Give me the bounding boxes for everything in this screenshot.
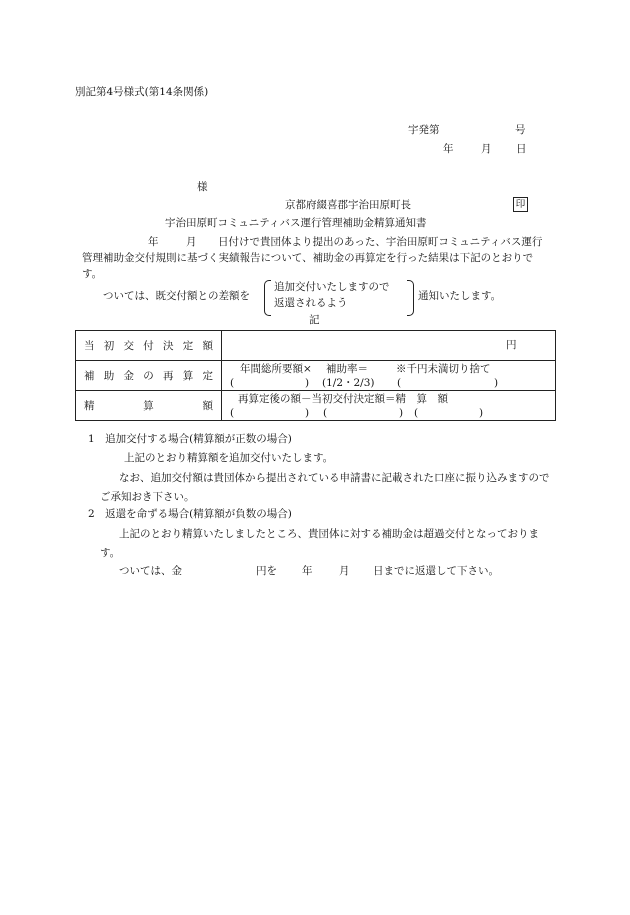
- paren-open: (: [230, 377, 235, 389]
- recalculation-label-cell: [76, 361, 222, 391]
- subsidy-rate-label: 補助率＝: [326, 363, 368, 375]
- paren-open: (: [230, 407, 235, 419]
- initial-grant-label-cell: [76, 331, 222, 361]
- seal-mark: 印: [513, 197, 528, 212]
- document-title: 宇治田原町コミュニティバス運行管理補助金精算通知書: [165, 217, 427, 229]
- paren-close: ): [305, 377, 310, 389]
- form-identifier: 別記第4号様式(第14条関係): [75, 86, 209, 98]
- recalculation-value-cell: [222, 361, 556, 391]
- refund-month: 月: [339, 565, 350, 577]
- option-refund: 返還されるよう: [274, 297, 348, 309]
- table-row: [76, 391, 556, 421]
- refund-amount-lead: ついては、金: [119, 565, 182, 577]
- doc-number-prefix: 宇発第: [408, 124, 440, 136]
- body-paragraph: 日付けで貴団体より提出のあった、宇治田原町コミュニティバス運行管理補助金交付規則に基づく実績報告について、補助金の再算定を行った結果は下記のとおりです。: [82, 236, 543, 280]
- refund-yen: 円を: [256, 565, 277, 577]
- notify-text: 通知いたします。: [418, 290, 502, 302]
- initial-grant-label: 当初交付決定額: [84, 340, 213, 352]
- settlement-value-cell: [222, 391, 556, 421]
- settlement-label: 精算額: [84, 400, 213, 412]
- issuer-name: 京都府綴喜郡宇治田原町長: [285, 199, 411, 211]
- refund-deadline-text: 日までに返還して下さい。: [373, 565, 499, 577]
- ki-heading: 記: [309, 314, 320, 326]
- paren-open: (: [323, 407, 328, 419]
- body-year: 年: [148, 236, 159, 248]
- body-month: 月: [186, 236, 197, 248]
- note-1-line-2: なお、追加交付額は貴団体から提出されている申請書に記載された口座に振り込みますのでご承知おき下さい。: [100, 472, 550, 503]
- initial-grant-value-cell: [222, 331, 556, 361]
- date-year: 年: [443, 143, 454, 155]
- refund-year: 年: [302, 565, 313, 577]
- paren-close: ): [399, 407, 404, 419]
- annual-total-cost-label: 年間総所要額×: [240, 363, 312, 375]
- settlement-formula: 再算定後の額－当初交付決定額＝精 算 額: [238, 393, 448, 405]
- doc-number-suffix: 号: [515, 124, 526, 136]
- subsidy-rate-options: (1/2・2/3): [322, 377, 375, 389]
- note-1-heading: 1 追加交付する場合(精算額が正数の場合): [88, 433, 292, 445]
- paren-close: ): [479, 407, 484, 419]
- date-day: 日: [516, 143, 527, 155]
- paren-open: (: [397, 377, 402, 389]
- addressee-suffix: 様: [197, 181, 208, 193]
- settlement-label-cell: [76, 391, 222, 421]
- paren-close: ): [494, 377, 499, 389]
- yen-unit: 円: [506, 339, 517, 351]
- paren-close: ): [305, 407, 310, 419]
- left-brace: [264, 280, 271, 316]
- settlement-table: [75, 330, 556, 421]
- date-month: 月: [481, 143, 492, 155]
- difference-lead-text: ついては、既交付額との差額を: [103, 290, 250, 302]
- note-2-heading: 2 返還を命ずる場合(精算額が負数の場合): [88, 508, 292, 520]
- rounding-note: ※千円未満切り捨て: [396, 363, 491, 375]
- paren-open: (: [414, 407, 419, 419]
- table-row: [76, 331, 556, 361]
- note-1-line-1: 上記のとおり精算額を追加交付いたします。: [124, 452, 334, 464]
- option-additional-grant: 追加交付いたしますので: [274, 281, 390, 293]
- recalculation-label: 補助金の再算定: [84, 370, 213, 382]
- right-brace: [407, 280, 414, 316]
- table-row: [76, 361, 556, 391]
- note-2-line-1: 上記のとおり精算いたしましたところ、貴団体に対する補助金は超過交付となっております。: [100, 528, 539, 559]
